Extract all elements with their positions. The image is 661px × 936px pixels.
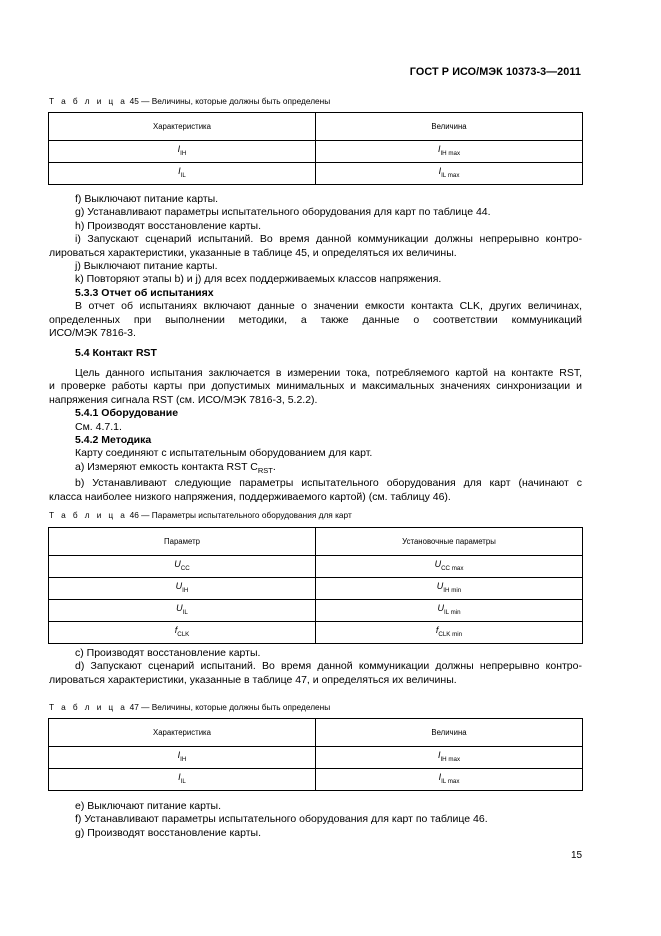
section-54 xyxy=(49,347,582,360)
table-label: Т а б л и ц а xyxy=(49,510,128,520)
table-cell: $I_{IL max}$ xyxy=(316,163,583,185)
column-header: Величина xyxy=(316,719,583,747)
step-b-line2: класса наиболее низкого напряжения, поддерживаемого картой) (см. таблицу 46). xyxy=(49,490,451,503)
step-a: a) Измеряют емкость контакта RST $C_{RST}$. xyxy=(75,460,276,475)
step-j: j) Выключают питание карты. xyxy=(75,260,218,273)
table-row xyxy=(49,600,583,622)
step-f-2: f) Устанавливают параметры испытательного оборудования для карт по таблице 46. xyxy=(75,813,488,826)
table-row xyxy=(49,747,583,769)
section-541-line1: См. 4.7.1. xyxy=(75,420,122,433)
table-45 xyxy=(48,112,583,185)
table-cell: $U_{IL min}$ xyxy=(316,600,583,622)
table-cell: $U_{CC}$ xyxy=(49,556,316,578)
step-g-2: g) Производят восстановление карты. xyxy=(75,826,262,839)
step-b-line1: b) Устанавливают следующие параметры испытательного оборудования для карт (начинают с xyxy=(75,477,582,490)
section-heading-541: 5.4.1 Оборудование xyxy=(75,407,179,420)
table-number: 47 xyxy=(129,702,139,712)
section-heading-533: 5.3.3 Отчет об испытаниях xyxy=(75,286,214,299)
table-cell: $U_{IH min}$ xyxy=(316,578,583,600)
table-row xyxy=(49,163,583,185)
section-54-body xyxy=(49,367,582,504)
procedure-steps-1 xyxy=(49,193,582,340)
table-header-row xyxy=(49,113,583,141)
section-54-line3: напряжения сигнала RST (см. ИСО/МЭК 7816-3, 5.2.2). xyxy=(49,393,318,406)
table-label: Т а б л и ц а xyxy=(49,702,128,712)
column-header: Характеристика xyxy=(49,113,316,141)
table-title: — Величины, которые должны быть определены xyxy=(141,702,331,712)
table-cell: $U_{IL}$ xyxy=(49,600,316,622)
procedure-steps-2 xyxy=(49,647,582,687)
table-cell: $I_{IH}$ xyxy=(49,141,316,163)
table-cell: $I_{IL}$ xyxy=(49,769,316,791)
table-45-caption xyxy=(49,95,330,108)
section-533-line1: В отчет об испытаниях включают данные о значении емкости контакта CLK, других величинах, xyxy=(75,300,582,313)
step-d-line2: лироваться характеристики, указанные в таблице 47, и определяться их величины. xyxy=(49,673,457,686)
table-cell: $I_{IL}$ xyxy=(49,163,316,185)
table-title: — Параметры испытательного оборудования для карт xyxy=(141,510,352,520)
table-47 xyxy=(48,718,583,791)
table-row xyxy=(49,622,583,644)
step-i-line2: лироваться характеристики, указанные в таблице 45, и определяться их величины. xyxy=(49,246,457,259)
table-row xyxy=(49,556,583,578)
table-cell: $f_{CLK}$ xyxy=(49,622,316,644)
table-cell: $I_{IL max}$ xyxy=(316,769,583,791)
table-row xyxy=(49,769,583,791)
step-g: g) Устанавливают параметры испытательного оборудования для карт по таблице 44. xyxy=(75,206,491,219)
table-cell: $I_{IH max}$ xyxy=(316,141,583,163)
table-47-caption xyxy=(49,701,330,714)
section-heading-54: 5.4 Контакт RST xyxy=(75,347,157,359)
table-46 xyxy=(48,527,583,644)
section-533-line2: определенных при выполнении методики, а также данные о соответствии коммуникаций xyxy=(49,313,582,326)
table-46-caption xyxy=(49,509,352,522)
table-row xyxy=(49,141,583,163)
step-i-line1: i) Запускают сценарий испытаний. Во время данной коммуникации должны непрерывно контро- xyxy=(75,233,582,246)
section-54-line2: и проверке работы карты при допустимых минимальных и максимальных значениях синхронизации и xyxy=(49,380,582,393)
table-cell: $f_{CLK min}$ xyxy=(316,622,583,644)
table-header-row xyxy=(49,719,583,747)
step-e: e) Выключают питание карты. xyxy=(75,800,222,812)
table-number: 45 xyxy=(129,96,139,106)
column-header: Установочные параметры xyxy=(316,528,583,556)
column-header: Величина xyxy=(316,113,583,141)
step-c: c) Производят восстановление карты. xyxy=(75,647,261,659)
table-cell: $I_{IH}$ xyxy=(49,747,316,769)
table-header-row xyxy=(49,528,583,556)
table-cell: $I_{IH max}$ xyxy=(316,747,583,769)
step-d-line1: d) Запускают сценарий испытаний. Во время данной коммуникации должны непрерывно контро- xyxy=(75,660,582,673)
section-heading-542: 5.4.2 Методика xyxy=(75,434,152,447)
section-533-line3: ИСО/МЭК 7816-3. xyxy=(49,327,136,340)
page-number: 15 xyxy=(571,850,583,861)
standard-header: ГОСТ Р ИСО/МЭК 10373-3—2011 xyxy=(409,66,581,78)
column-header: Характеристика xyxy=(49,719,316,747)
section-54-line1: Цель данного испытания заключается в измерении тока, потребляемого картой на контакте RST, xyxy=(75,367,582,379)
column-header: Параметр xyxy=(49,528,316,556)
table-number: 46 xyxy=(129,510,139,520)
section-542-line1: Карту соединяют с испытательным оборудованием для карт. xyxy=(75,447,373,460)
table-cell: $U_{IH}$ xyxy=(49,578,316,600)
step-h: h) Производят восстановление карты. xyxy=(75,219,262,232)
table-row xyxy=(49,578,583,600)
table-cell: $U_{CC max}$ xyxy=(316,556,583,578)
procedure-steps-3 xyxy=(49,800,582,840)
step-k: k) Повторяют этапы b) и j) для всех поддерживаемых классов напряжения. xyxy=(75,273,442,286)
table-title: — Величины, которые должны быть определены xyxy=(141,96,331,106)
table-label: Т а б л и ц а xyxy=(49,96,128,106)
step-f: f) Выключают питание карты. xyxy=(75,193,219,205)
